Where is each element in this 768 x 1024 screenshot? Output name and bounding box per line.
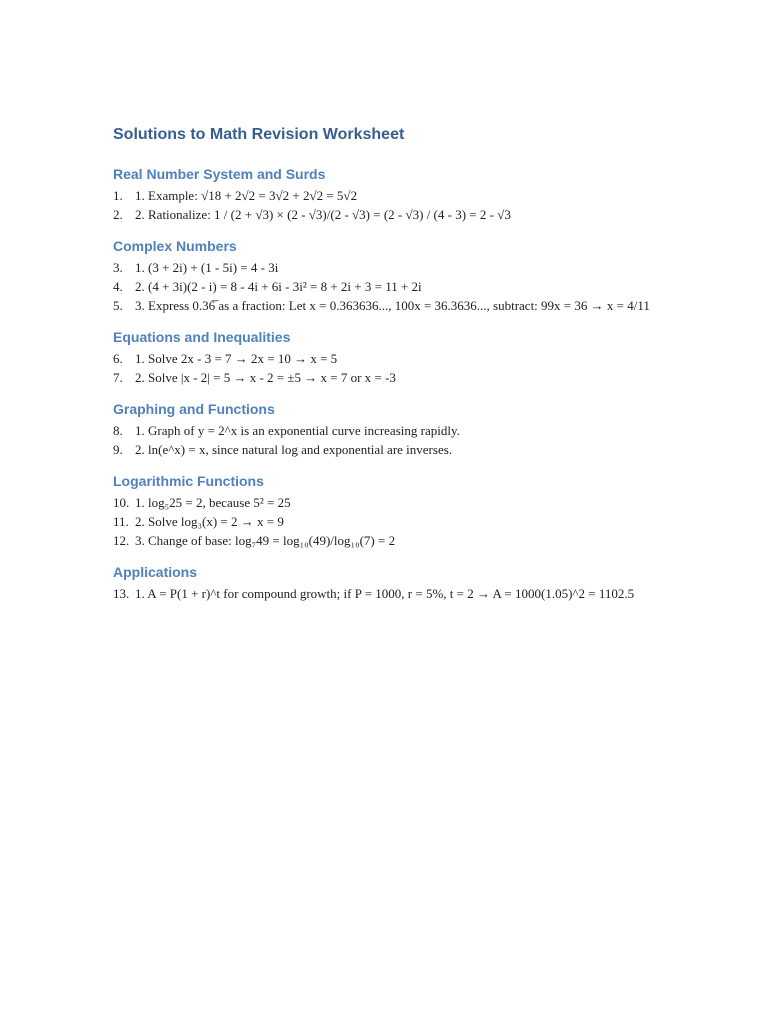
item-text: 1. Example: √18 + 2√2 = 3√2 + 2√2 = 5√2 — [135, 188, 358, 203]
section-applications — [113, 563, 668, 603]
item-number: 6. — [113, 351, 123, 366]
section-heading: Graphing and Functions — [113, 401, 275, 417]
list-item — [113, 584, 668, 603]
item-text: 1. log₅25 = 2, because 5² = 25 — [135, 495, 291, 510]
list-item — [113, 531, 668, 550]
item-number: 11. — [113, 514, 129, 529]
item-text: 2. ln(e^x) = x, since natural log and exponential are inverses. — [135, 442, 453, 457]
list-item — [113, 493, 668, 512]
document-title: Solutions to Math Revision Worksheet — [113, 126, 405, 143]
section-heading: Applications — [113, 564, 198, 580]
item-text: 2. Solve |x - 2| = 5 → x - 2 = ±5 → x = 7 or x = -3 — [135, 370, 396, 385]
item-number: 3. — [113, 260, 123, 275]
item-text: 1. Graph of y = 2^x is an exponential curve increasing rapidly. — [135, 423, 460, 438]
section-logarithms — [113, 472, 668, 550]
solution-list — [113, 493, 668, 550]
list-item — [113, 296, 668, 315]
item-number: 5. — [113, 298, 123, 313]
section-real-numbers — [113, 165, 668, 224]
item-text: 2. Rationalize: 1 / (2 + √3) × (2 - √3)/(2 - √3) = (2 - √3) / (4 - 3) = 2 - √3 — [135, 207, 511, 222]
solution-list — [113, 421, 668, 459]
item-number: 1. — [113, 188, 123, 203]
list-item — [113, 349, 668, 368]
item-text: 3. Change of base: log₇49 = log₁₀(49)/log₁₀(7) = 2 — [135, 533, 396, 548]
solution-list — [113, 258, 668, 315]
item-text: 1. A = P(1 + r)^t for compound growth; if P = 1000, r = 5%, t = 2 → A = 1000(1.05)^2 = 1102.5 — [135, 586, 635, 601]
section-complex-numbers — [113, 237, 668, 315]
list-item — [113, 440, 668, 459]
list-item — [113, 512, 668, 531]
item-number: 13. — [113, 586, 130, 601]
list-item — [113, 368, 668, 387]
section-heading: Complex Numbers — [113, 238, 237, 254]
item-number: 7. — [113, 370, 123, 385]
item-text: 1. (3 + 2i) + (1 - 5i) = 4 - 3i — [135, 260, 279, 275]
item-number: 9. — [113, 442, 123, 457]
item-text: 2. Solve log₃(x) = 2 → x = 9 — [135, 514, 284, 529]
section-heading: Real Number System and Surds — [113, 166, 326, 182]
section-heading: Equations and Inequalities — [113, 329, 291, 345]
item-text: 1. Solve 2x - 3 = 7 → 2x = 10 → x = 5 — [135, 351, 338, 366]
section-equations — [113, 328, 668, 387]
list-item — [113, 277, 668, 296]
list-item — [113, 258, 668, 277]
item-text: 3. Express 0.36̅ as a fraction: Let x = 0.363636..., 100x = 36.3636..., subtract: 99x = 36 → x = 4/11 — [135, 298, 650, 313]
section-heading: Logarithmic Functions — [113, 473, 264, 489]
solution-list — [113, 349, 668, 387]
item-number: 8. — [113, 423, 123, 438]
item-number: 2. — [113, 207, 123, 222]
item-number: 10. — [113, 495, 130, 510]
solution-list — [113, 584, 668, 603]
item-text: 2. (4 + 3i)(2 - i) = 8 - 4i + 6i - 3i² = 8 + 2i + 3 = 11 + 2i — [135, 279, 422, 294]
list-item — [113, 186, 668, 205]
item-number: 12. — [113, 533, 130, 548]
section-graphing — [113, 400, 668, 459]
item-number: 4. — [113, 279, 123, 294]
solution-list — [113, 186, 668, 224]
list-item — [113, 421, 668, 440]
list-item — [113, 205, 668, 224]
